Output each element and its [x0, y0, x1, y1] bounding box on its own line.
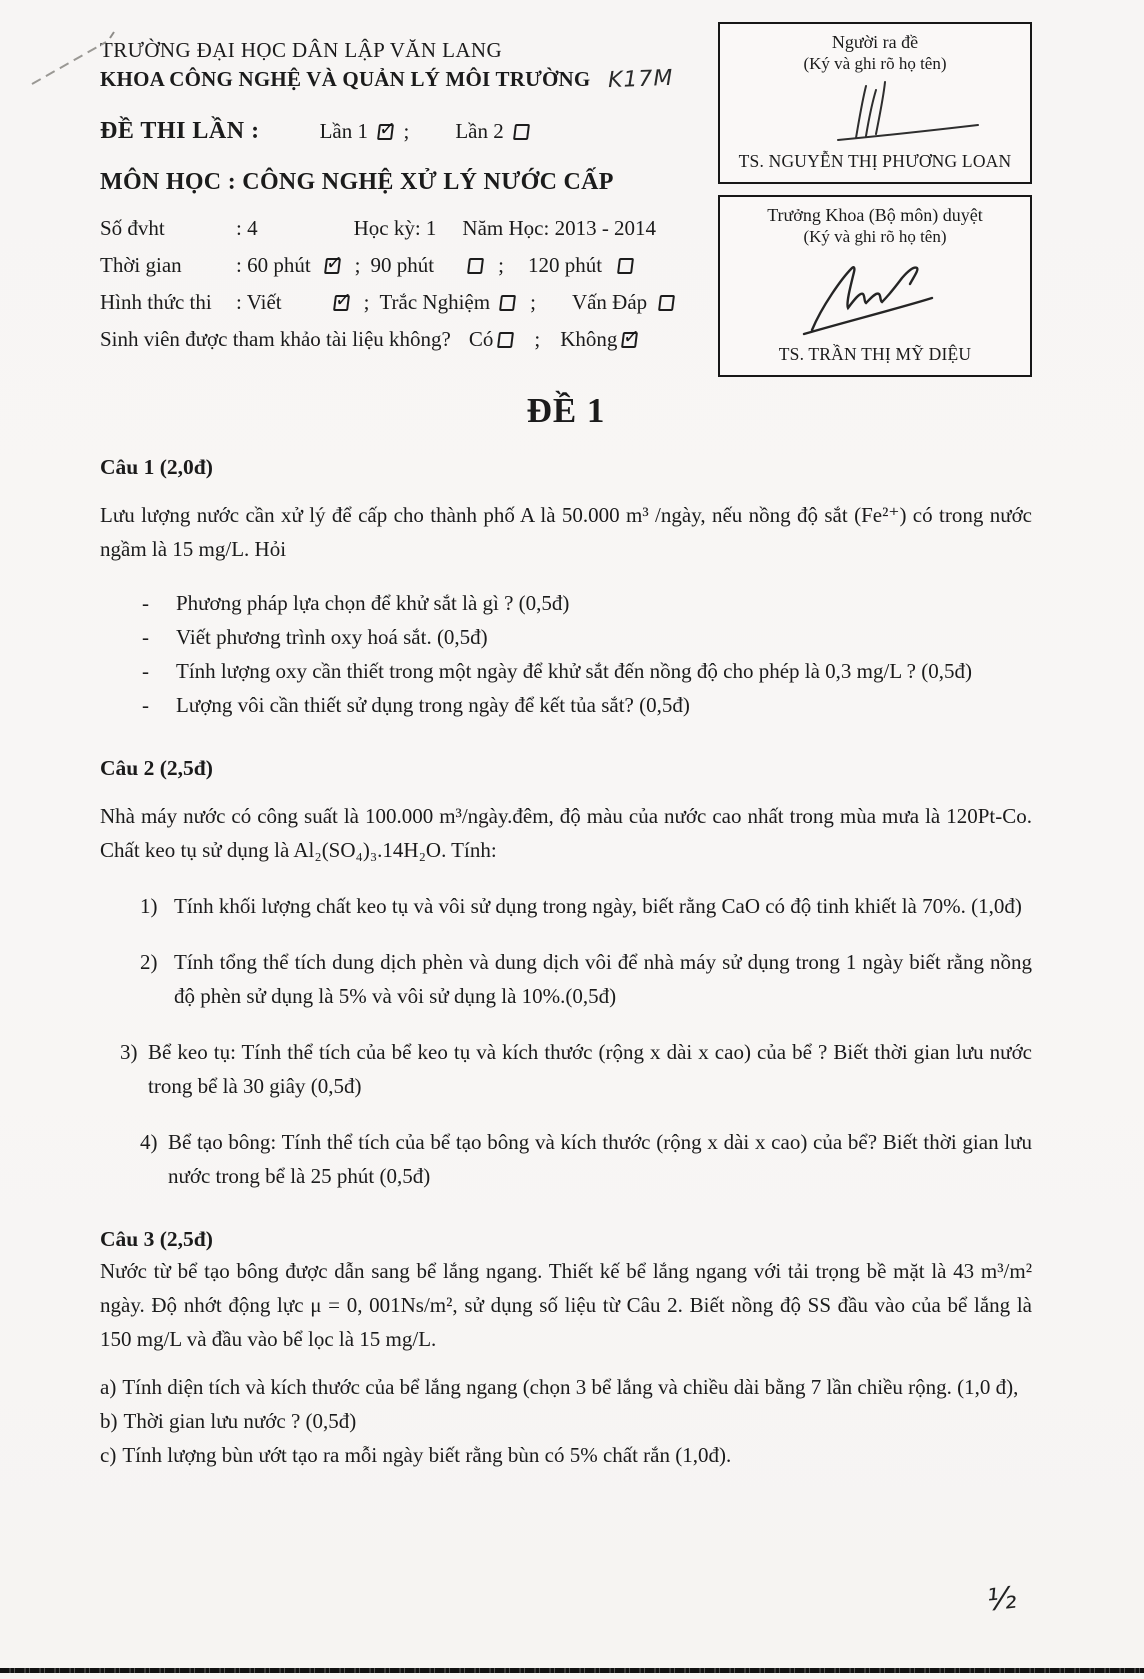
separator: ; — [363, 290, 370, 314]
format-mcq-checkbox — [499, 295, 516, 311]
question1-bullets — [100, 586, 1032, 722]
round2-label: Lần 2 — [455, 119, 504, 143]
dean-box-subtitle: (Ký và ghi rõ họ tên) — [803, 227, 947, 246]
item-text: Tính khối lượng chất keo tụ và vôi sử dụng trong ngày, biết rằng CaO có độ tinh khiết là 70%. (1,0đ) — [174, 894, 1022, 918]
list-item — [100, 586, 1032, 620]
question2-heading: Câu 2 (2,5đ) — [100, 756, 213, 780]
dean-box-title: Trưởng Khoa (Bộ môn) duyệt — [767, 205, 983, 225]
class-code-handwritten: K17M — [608, 65, 675, 94]
question1-heading: Câu 1 (2,0đ) — [100, 455, 213, 479]
list-item — [100, 620, 1032, 654]
reference-no-label: Không — [560, 327, 618, 351]
duration-120-label: 120 phút — [527, 253, 603, 277]
bullet-dash: - — [142, 625, 149, 649]
reference-no-checkbox — [621, 332, 638, 348]
duration-label: Thời gian — [100, 253, 182, 277]
examiner-signature-image — [726, 74, 1024, 151]
bullet-text: Tính lượng oxy cần thiết trong một ngày để khử sắt đến nồng độ cho phép là 0,3 mg/L ? (0,5đ) — [176, 659, 972, 683]
page-bottom-rule — [0, 1668, 1144, 1673]
list-item — [100, 654, 1032, 688]
reference-question: Sinh viên được tham khảo tài liệu không? — [100, 327, 451, 351]
bullet-text: Viết phương trình oxy hoá sắt. (0,5đ) — [176, 625, 488, 649]
duration-120-checkbox — [617, 258, 634, 274]
item-letter: a) — [100, 1375, 117, 1399]
duration-60-label: : 60 phút — [236, 253, 311, 277]
duration-row — [100, 253, 704, 278]
dean-signature-box — [718, 195, 1032, 377]
school-year-value: Năm Học: 2013 - 2014 — [462, 216, 657, 240]
item-number: 4) — [140, 1130, 158, 1154]
format-written-label: : Viết — [236, 290, 282, 314]
subject-title: MÔN HỌC : CÔNG NGHỆ XỬ LÝ NƯỚC CẤP — [100, 169, 614, 195]
page-number-handwritten: ½ — [985, 1580, 1018, 1619]
faculty-row — [100, 67, 704, 92]
reference-row — [100, 327, 704, 352]
signoff-column — [718, 22, 1032, 377]
item-text: Tính lượng bùn ướt tạo ra mỗi ngày biết rằng bùn có 5% chất rắn (1,0đ). — [122, 1443, 732, 1467]
list-item — [100, 1125, 1032, 1193]
round1-checkbox — [377, 124, 394, 140]
item-letter: b) — [100, 1409, 118, 1433]
separator: ; — [403, 119, 410, 143]
examiner-signature-box — [718, 22, 1032, 184]
list-item — [100, 1035, 1032, 1103]
list-item — [100, 1370, 1032, 1404]
item-number: 3) — [120, 1040, 138, 1064]
round2-option — [455, 119, 534, 144]
separator: ; — [530, 290, 536, 314]
question3-intro: Nước từ bể tạo bông được dẫn sang bể lắng ngang. Thiết kế bể lắng ngang với tải trọng bề mặt là 43 m³/m² ngày. Độ nhớt động lực μ = 0, 001Ns/m², sử dụng số liệu từ Câu 2. Biết nồng độ SS đầu vào của bể lắng là 150 mg/L và đầu vào bể lọc là 15 mg/L. — [100, 1259, 1032, 1351]
header — [100, 22, 1032, 377]
pencil-mark — [18, 12, 148, 102]
reference-yes-checkbox — [497, 332, 514, 348]
credits-row — [100, 216, 704, 241]
examiner-box-title: Người ra đề — [831, 32, 919, 52]
item-text: Bể keo tụ: Tính thể tích của bể keo tụ và kích thước (rộng x dài x cao) của bể ? Biết thời gian lưu nước trong bể là 30 giây (0,5đ) — [148, 1040, 1032, 1098]
university-name: TRƯỜNG ĐẠI HỌC DÂN LẬP VĂN LANG — [100, 38, 503, 62]
format-row — [100, 290, 704, 315]
separator: ; — [498, 253, 504, 277]
round1-option — [320, 119, 410, 144]
question2-intro: Nhà máy nước có công suất là 100.000 m³/ngày.đêm, độ màu của nước cao nhất trong mùa mưa là 120Pt-Co. Chất keo tụ sử dụng là Al₂(SO₄)₃.14H₂O. Tính: — [100, 804, 1032, 862]
item-letter: c) — [100, 1443, 117, 1467]
format-oral-label: Vấn Đáp — [571, 290, 648, 314]
credits-label: Số đvht — [100, 216, 165, 240]
list-item — [100, 1438, 1032, 1472]
list-item — [100, 1404, 1032, 1438]
list-item — [100, 889, 1032, 923]
separator: ; — [354, 253, 361, 277]
duration-60-checkbox — [324, 258, 341, 274]
header-left — [100, 22, 704, 377]
list-item — [100, 688, 1032, 722]
exam-title: ĐỀ 1 — [526, 391, 606, 430]
bullet-text: Lượng vôi cần thiết sử dụng trong ngày để kết tủa sắt? (0,5đ) — [176, 693, 690, 717]
item-number: 2) — [140, 950, 158, 974]
format-label: Hình thức thi — [100, 290, 212, 314]
credits-value: : 4 — [236, 216, 258, 240]
question1-intro: Lưu lượng nước cần xử lý để cấp cho thành phố A là 50.000 m³ /ngày, nếu nồng độ sắt (Fe²⁺) có trong nước ngầm là 15 mg/L. Hỏi — [100, 503, 1032, 561]
bullet-dash: - — [142, 693, 149, 717]
exam-round-label: ĐỀ THI LẦN : — [100, 118, 260, 144]
round2-checkbox — [513, 124, 530, 140]
bullet-dash: - — [142, 591, 149, 615]
format-written-checkbox — [333, 295, 350, 311]
examiner-box-subtitle: (Ký và ghi rõ họ tên) — [803, 54, 947, 73]
format-oral-checkbox — [658, 295, 675, 311]
item-number: 1) — [140, 894, 158, 918]
question3-items — [100, 1370, 1032, 1472]
exam-info — [100, 216, 704, 352]
question3-heading: Câu 3 (2,5đ) — [100, 1227, 213, 1251]
format-mcq-label: Trắc Nghiệm — [379, 290, 491, 314]
separator: ; — [534, 327, 541, 351]
exam-round-row — [100, 118, 704, 145]
item-text: Thời gian lưu nước ? (0,5đ) — [123, 1409, 357, 1433]
faculty-name: KHOA CÔNG NGHỆ VÀ QUẢN LÝ MÔI TRƯỜNG — [100, 67, 591, 91]
duration-90-checkbox — [467, 258, 484, 274]
dean-signature-image — [726, 247, 1024, 344]
semester-value: Học kỳ: 1 — [353, 216, 437, 240]
item-text: Tính tổng thể tích dung dịch phèn và dung dịch vôi để nhà máy sử dụng trong 1 ngày biết rằng nồng độ phèn sử dụng là 5% và vôi sử dụng là 10%.(0,5đ) — [174, 950, 1032, 1008]
duration-90-label: 90 phút — [370, 253, 435, 277]
question2-items — [100, 889, 1032, 1193]
examiner-name: TS. NGUYỄN THỊ PHƯƠNG LOAN — [738, 151, 1012, 171]
list-item — [100, 945, 1032, 1013]
round1-label: Lần 1 — [319, 119, 368, 143]
item-text: Bể tạo bông: Tính thể tích của bể tạo bông và kích thước (rộng x dài x cao) của bể? Biết thời gian lưu nước trong bể là 25 phút (0,5đ) — [168, 1130, 1032, 1188]
bullet-text: Phương pháp lựa chọn để khử sắt là gì ? (0,5đ) — [176, 591, 570, 615]
item-text: Tính diện tích và kích thước của bể lắng ngang (chọn 3 bể lắng và chiều dài bằng 7 lần chiều rộng. (1,0 đ), — [122, 1375, 1019, 1399]
bullet-dash: - — [142, 659, 149, 683]
dean-name: TS. TRẦN THỊ MỸ DIỆU — [778, 344, 972, 364]
reference-yes-label: Có — [468, 327, 494, 351]
